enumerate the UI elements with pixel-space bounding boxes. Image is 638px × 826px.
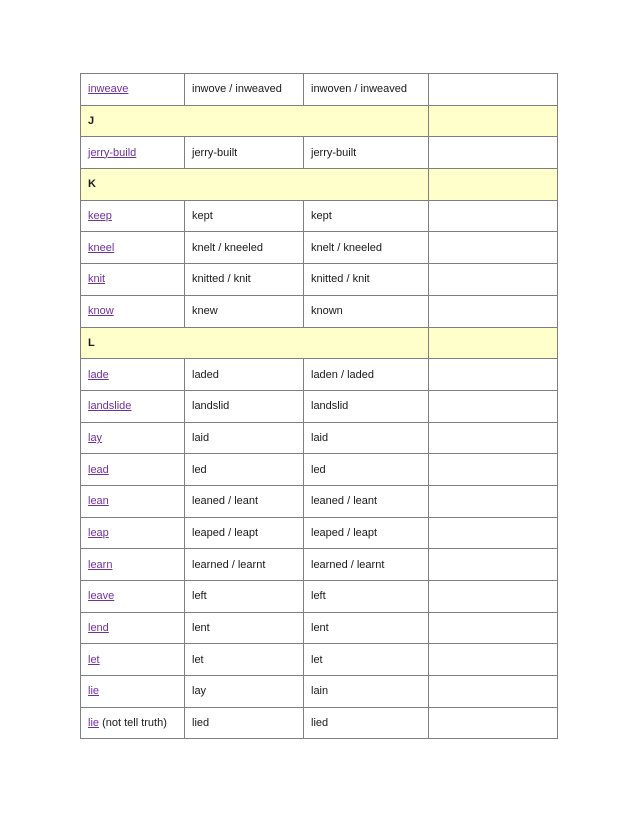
past-participle-cell: landslid <box>304 390 429 422</box>
letter-section-row <box>81 327 558 359</box>
past-participle-cell: kept <box>304 200 429 232</box>
base-form-cell <box>81 454 185 486</box>
past-simple-cell: laded <box>185 359 304 391</box>
past-simple-cell: jerry-built <box>185 137 304 169</box>
past-simple-cell: lied <box>185 707 304 739</box>
empty-cell <box>429 200 558 232</box>
empty-cell <box>429 581 558 613</box>
past-simple-cell: led <box>185 454 304 486</box>
past-participle-cell: leaped / leapt <box>304 517 429 549</box>
past-participle-cell: lied <box>304 707 429 739</box>
verb-link[interactable]: learn <box>88 558 113 571</box>
empty-cell <box>429 359 558 391</box>
irregular-verbs-table <box>80 73 558 739</box>
empty-cell <box>429 549 558 581</box>
past-simple-cell: knitted / knit <box>185 264 304 296</box>
past-simple-cell: let <box>185 644 304 676</box>
section-letter: J <box>88 115 95 128</box>
verb-link[interactable]: leap <box>88 526 109 539</box>
base-form-cell <box>81 295 185 327</box>
verb-row <box>81 422 558 454</box>
verb-table-body <box>81 74 558 739</box>
verb-note: (not tell truth) <box>99 717 167 730</box>
verb-row <box>81 295 558 327</box>
verb-row <box>81 581 558 613</box>
empty-cell <box>429 676 558 708</box>
verb-row <box>81 264 558 296</box>
past-simple-cell: landslid <box>185 390 304 422</box>
verb-row <box>81 707 558 739</box>
base-form-cell <box>81 74 185 106</box>
empty-cell <box>429 327 558 359</box>
verb-link[interactable]: lade <box>88 368 109 381</box>
verb-link[interactable]: let <box>88 653 100 666</box>
base-form-cell <box>81 612 185 644</box>
verb-link[interactable]: lie <box>88 685 100 698</box>
past-participle-cell: knitted / knit <box>304 264 429 296</box>
empty-cell <box>429 422 558 454</box>
verb-row <box>81 74 558 106</box>
verb-link[interactable]: kneel <box>88 241 115 254</box>
verb-link[interactable]: keep <box>88 210 112 223</box>
past-participle-cell: laden / laded <box>304 359 429 391</box>
verb-row <box>81 137 558 169</box>
past-simple-cell: lay <box>185 676 304 708</box>
verb-row <box>81 232 558 264</box>
verb-link[interactable]: leave <box>88 590 115 603</box>
past-participle-cell: left <box>304 581 429 613</box>
verb-row <box>81 485 558 517</box>
base-form-cell <box>81 390 185 422</box>
verb-row <box>81 359 558 391</box>
past-simple-cell: leaned / leant <box>185 485 304 517</box>
past-participle-cell: let <box>304 644 429 676</box>
past-simple-cell: knew <box>185 295 304 327</box>
past-participle-cell: leaned / leant <box>304 485 429 517</box>
verb-link[interactable]: know <box>88 305 114 318</box>
empty-cell <box>429 454 558 486</box>
section-letter: K <box>88 178 96 191</box>
verb-link[interactable]: inweave <box>88 83 129 96</box>
letter-section-cell <box>81 169 429 201</box>
past-simple-cell: leaped / leapt <box>185 517 304 549</box>
past-simple-cell: inwove / inweaved <box>185 74 304 106</box>
past-participle-cell: jerry-built <box>304 137 429 169</box>
verb-row <box>81 517 558 549</box>
verb-link[interactable]: lean <box>88 495 109 508</box>
empty-cell <box>429 264 558 296</box>
past-participle-cell: lent <box>304 612 429 644</box>
empty-cell <box>429 612 558 644</box>
verb-link[interactable]: lend <box>88 622 109 635</box>
past-participle-cell: inwoven / inweaved <box>304 74 429 106</box>
base-form-cell <box>81 232 185 264</box>
base-form-cell <box>81 264 185 296</box>
past-simple-cell: knelt / kneeled <box>185 232 304 264</box>
past-simple-cell: left <box>185 581 304 613</box>
empty-cell <box>429 74 558 106</box>
verb-link[interactable]: lead <box>88 463 109 476</box>
base-form-cell <box>81 485 185 517</box>
letter-section-row <box>81 169 558 201</box>
past-participle-cell: learned / learnt <box>304 549 429 581</box>
past-simple-cell: lent <box>185 612 304 644</box>
empty-cell <box>429 295 558 327</box>
verb-row <box>81 390 558 422</box>
base-form-cell <box>81 644 185 676</box>
verb-row <box>81 549 558 581</box>
verb-link[interactable]: jerry-build <box>88 146 137 159</box>
base-form-cell <box>81 517 185 549</box>
empty-cell <box>429 137 558 169</box>
base-form-cell <box>81 581 185 613</box>
empty-cell <box>429 644 558 676</box>
empty-cell <box>429 169 558 201</box>
past-participle-cell: led <box>304 454 429 486</box>
base-form-cell <box>81 707 185 739</box>
verb-link[interactable]: landslide <box>88 400 132 413</box>
section-letter: L <box>88 336 95 349</box>
past-simple-cell: kept <box>185 200 304 232</box>
past-participle-cell: laid <box>304 422 429 454</box>
base-form-cell <box>81 359 185 391</box>
empty-cell <box>429 517 558 549</box>
verb-row <box>81 612 558 644</box>
base-form-cell <box>81 422 185 454</box>
verb-link[interactable]: lie <box>88 717 100 730</box>
empty-cell <box>429 485 558 517</box>
base-form-cell <box>81 676 185 708</box>
base-form-cell <box>81 549 185 581</box>
letter-section-cell <box>81 105 429 137</box>
letter-section-cell <box>81 327 429 359</box>
letter-section-row <box>81 105 558 137</box>
base-form-cell <box>81 137 185 169</box>
verb-row <box>81 676 558 708</box>
verb-row <box>81 644 558 676</box>
past-participle-cell: lain <box>304 676 429 708</box>
base-form-cell <box>81 200 185 232</box>
past-participle-cell: knelt / kneeled <box>304 232 429 264</box>
verb-row <box>81 454 558 486</box>
empty-cell <box>429 390 558 422</box>
verb-link[interactable]: lay <box>88 431 103 444</box>
past-simple-cell: learned / learnt <box>185 549 304 581</box>
verb-link[interactable]: knit <box>88 273 106 286</box>
empty-cell <box>429 105 558 137</box>
empty-cell <box>429 707 558 739</box>
past-simple-cell: laid <box>185 422 304 454</box>
verb-row <box>81 200 558 232</box>
past-participle-cell: known <box>304 295 429 327</box>
empty-cell <box>429 232 558 264</box>
